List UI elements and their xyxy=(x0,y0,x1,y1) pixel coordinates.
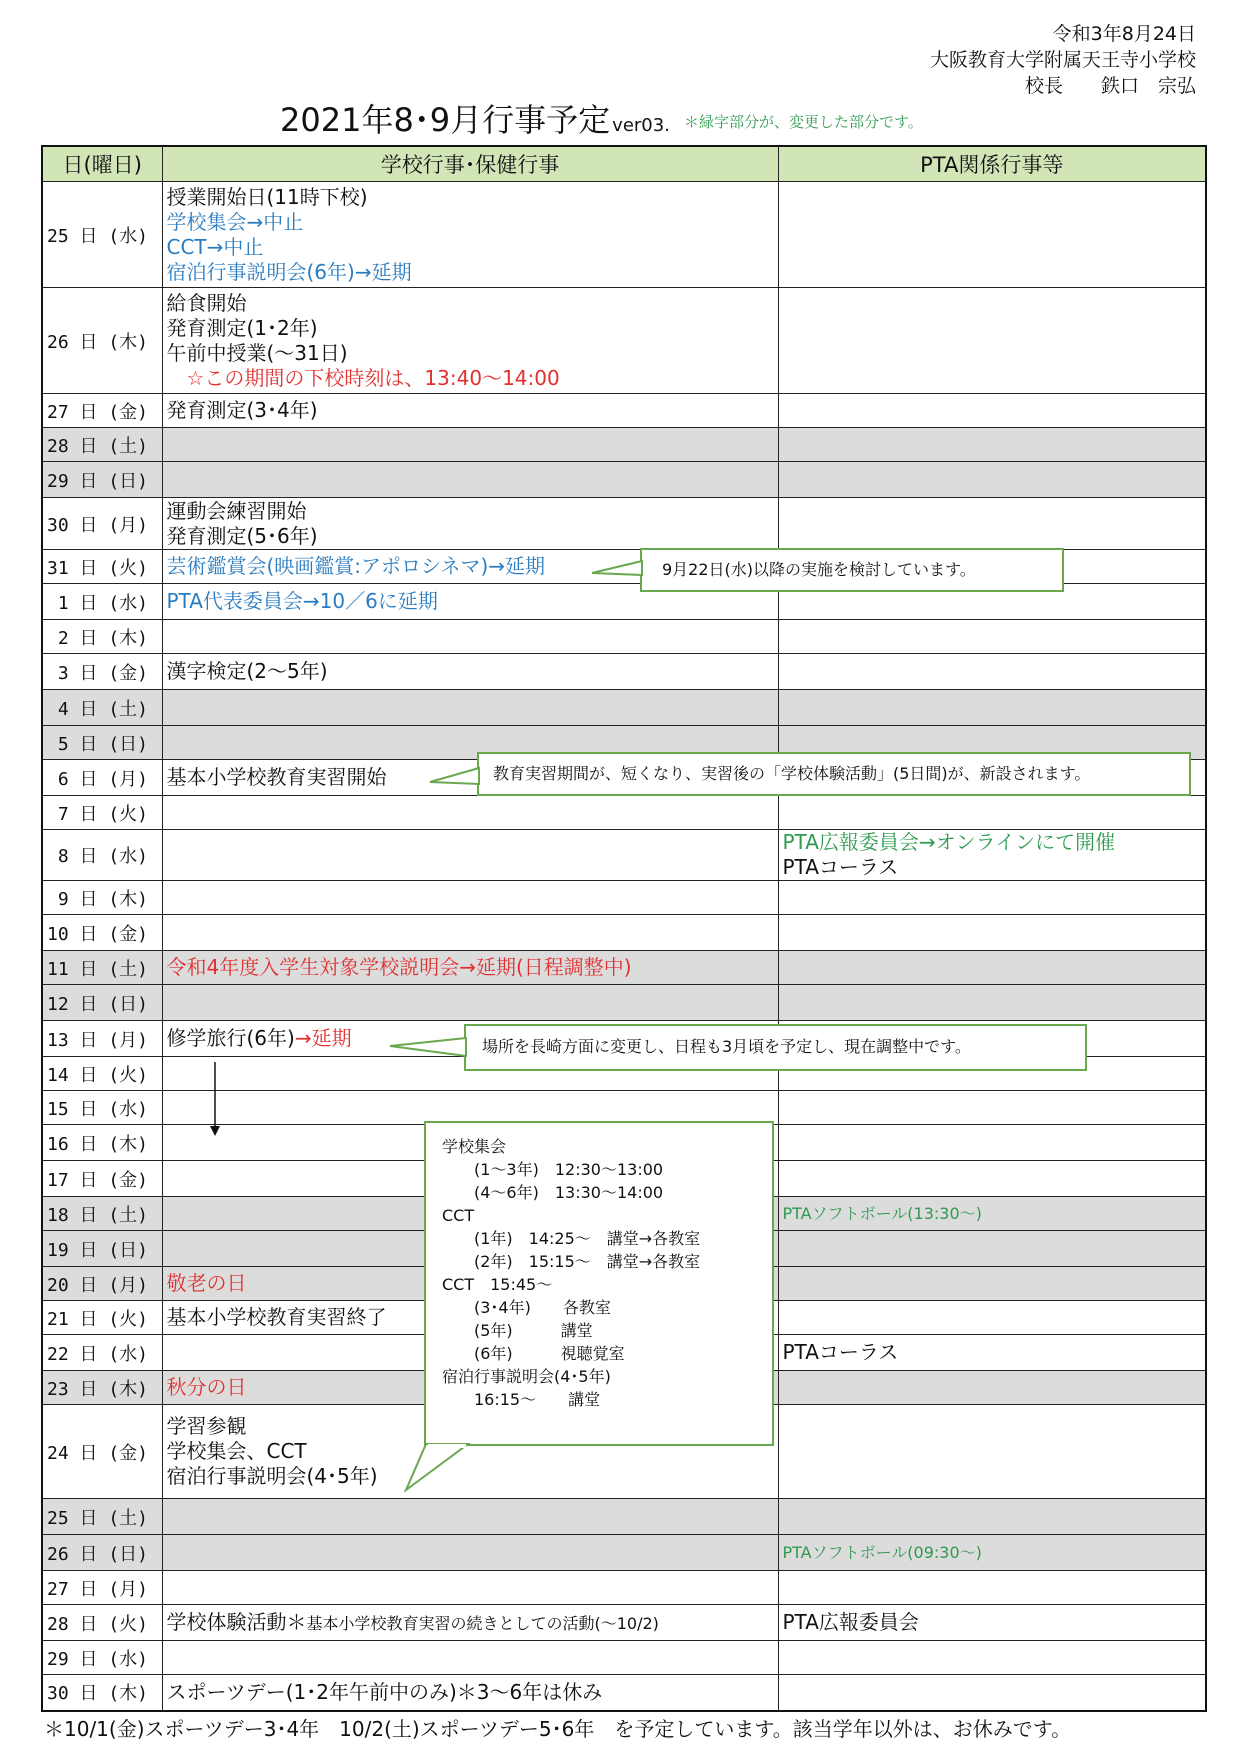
day-cell: 28 日 (土) xyxy=(42,428,162,462)
callout-line: CCT xyxy=(442,1206,475,1225)
table-row xyxy=(42,498,1206,550)
callout-line: CCT 15:45～ xyxy=(442,1275,553,1294)
callout-pointer xyxy=(404,1436,514,1496)
pta-event-cell xyxy=(778,985,1206,1021)
callout-pointer xyxy=(428,764,484,790)
school-event-line xyxy=(167,210,774,235)
school-event-cell xyxy=(162,288,778,394)
pta-event-cell xyxy=(778,1605,1206,1641)
principal-name: 校長 鉄口 宗弘 xyxy=(1024,75,1196,97)
callout-teaching-practice xyxy=(477,752,1191,796)
school-event-cell xyxy=(162,796,778,830)
pta-event-line xyxy=(783,855,1202,880)
school-event-text: 漢字検定(2～5年) xyxy=(166,659,328,683)
table-row xyxy=(42,1641,1206,1675)
day-cell: 20 日 (月) xyxy=(42,1267,162,1301)
day-cell: 30 日 (木) xyxy=(42,1675,162,1711)
pta-event-cell xyxy=(778,881,1206,915)
callout-school-trip xyxy=(464,1024,1087,1071)
footer-note: ＊10/1(金)スポーツデー3･4年 10/2(土)スポーツデー5･6年 を予定しています。該当学年以外は、お休みです。 xyxy=(44,1717,1072,1741)
pta-event-text: PTAコーラス xyxy=(782,855,899,879)
school-event-cell xyxy=(162,951,778,985)
table-row xyxy=(42,654,1206,690)
school-event-text: 宿泊行事説明会(4･5年) xyxy=(166,1464,378,1488)
school-event-cell xyxy=(162,428,778,462)
school-name: 大阪教育大学附属天王寺小学校 xyxy=(929,49,1196,71)
header-day: 日(曜日) xyxy=(42,146,162,182)
school-event-suffix: →延期 xyxy=(294,1026,352,1050)
school-event-text: 給食開始 xyxy=(166,290,247,315)
day-cell: 8 日 (水) xyxy=(42,830,162,881)
pta-event-cell xyxy=(778,951,1206,985)
callout-line: 16:15～ 講堂 xyxy=(442,1390,601,1409)
day-cell: 4 日 (土) xyxy=(42,690,162,726)
school-event-cell xyxy=(162,1571,778,1605)
school-event-text: 学校集会、CCT xyxy=(166,1439,307,1463)
table-row xyxy=(42,288,1206,394)
callout-line: (1年) 14:25～ 講堂→各教室 xyxy=(442,1229,701,1248)
table-row xyxy=(42,951,1206,985)
day-cell: 29 日 (日) xyxy=(42,462,162,498)
day-cell: 21 日 (火) xyxy=(42,1301,162,1335)
table-row xyxy=(42,1605,1206,1641)
school-event-cell xyxy=(162,915,778,951)
school-event-cell xyxy=(162,1499,778,1535)
pta-event-cell xyxy=(778,288,1206,394)
school-event-cell xyxy=(162,690,778,726)
pta-event-cell xyxy=(778,620,1206,654)
table-row xyxy=(42,881,1206,915)
pta-event-cell xyxy=(778,394,1206,428)
callout-line: (6年) 視聴覚室 xyxy=(442,1344,625,1363)
day-cell: 2 日 (木) xyxy=(42,620,162,654)
pta-event-cell xyxy=(778,1231,1206,1267)
callout-assembly-schedule xyxy=(424,1121,774,1446)
callout-text: 教育実習期間が、短くなり、実習後の「学校体験活動」(5日間)が、新設されます。 xyxy=(493,764,1091,783)
table-row xyxy=(42,462,1206,498)
table-row xyxy=(42,796,1206,830)
school-event-line xyxy=(167,366,774,391)
schedule-table xyxy=(41,145,1207,1712)
school-event-cell xyxy=(162,985,778,1021)
pta-event-cell xyxy=(778,830,1206,881)
pta-event-text: PTA広報委員会 xyxy=(782,1610,919,1634)
school-event-text: 基本小学校教育実習開始 xyxy=(166,765,387,789)
school-event-text: 宿泊行事説明会(6年)→延期 xyxy=(166,259,412,284)
school-event-line xyxy=(167,235,774,260)
school-event-text: ☆この期間の下校時刻は、13:40～14:00 xyxy=(166,365,560,390)
school-event-cell xyxy=(162,394,778,428)
school-event-text: 発育測定(1･2年) xyxy=(166,315,318,340)
school-event-line xyxy=(167,955,774,980)
school-event-text: 発育測定(5･6年) xyxy=(166,523,318,548)
school-event-cell xyxy=(162,462,778,498)
callout-pointer xyxy=(590,560,650,580)
school-event-line xyxy=(167,499,774,524)
table-row xyxy=(42,1535,1206,1571)
arrow-down-icon xyxy=(205,1062,225,1138)
school-event-text: 令和4年度入学生対象学校説明会→延期(日程調整中) xyxy=(166,955,632,979)
pta-event-line xyxy=(783,1340,1202,1365)
table-row xyxy=(42,830,1206,881)
day-cell: 15 日 (水) xyxy=(42,1091,162,1125)
pta-event-cell xyxy=(778,1267,1206,1301)
callout-line: 宿泊行事説明会(4･5年) xyxy=(442,1367,611,1386)
pta-event-cell xyxy=(778,428,1206,462)
day-cell: 31 日 (火) xyxy=(42,550,162,584)
day-cell: 7 日 (火) xyxy=(42,796,162,830)
header-school-events: 学校行事･保健行事 xyxy=(162,146,778,182)
day-cell: 22 日 (水) xyxy=(42,1335,162,1371)
day-cell: 18 日 (土) xyxy=(42,1197,162,1231)
callout-line: (4～6年) 13:30～14:00 xyxy=(442,1183,664,1202)
pta-event-text: PTA広報委員会→オンラインにて開催 xyxy=(782,830,1116,854)
callout-lines xyxy=(442,1135,772,1411)
school-event-text: PTA代表委員会→10／6に延期 xyxy=(166,589,438,613)
pta-event-cell xyxy=(778,654,1206,690)
pta-event-cell xyxy=(778,796,1206,830)
day-cell: 9 日 (木) xyxy=(42,881,162,915)
school-event-text: 午前中授業(～31日) xyxy=(166,340,348,365)
day-cell: 30 日 (月) xyxy=(42,498,162,550)
pta-event-cell xyxy=(778,1335,1206,1371)
school-event-line xyxy=(167,1610,774,1636)
school-event-line xyxy=(167,316,774,341)
school-event-suffix: 基本小学校教育実習の続きとしての活動(～10/2) xyxy=(306,1613,659,1633)
school-event-cell xyxy=(162,830,778,881)
callout-text: 9月22日(水)以降の実施を検討しています。 xyxy=(662,560,976,579)
school-event-text: スポーツデー(1･2年午前中のみ)＊3～6年は休み xyxy=(166,1679,603,1704)
day-cell: 16 日 (木) xyxy=(42,1125,162,1161)
callout-art-appreciation xyxy=(640,548,1064,592)
day-cell: 28 日 (火) xyxy=(42,1605,162,1641)
schedule-body xyxy=(42,182,1206,1711)
day-cell: 11 日 (土) xyxy=(42,951,162,985)
pta-event-cell xyxy=(778,498,1206,550)
day-cell: 23 日 (木) xyxy=(42,1371,162,1405)
table-row xyxy=(42,1675,1206,1711)
day-cell: 10 日 (金) xyxy=(42,915,162,951)
pta-event-cell xyxy=(778,1405,1206,1499)
school-event-text: 秋分の日 xyxy=(166,1375,247,1399)
title-note: ＊緑字部分が、変更した部分です。 xyxy=(683,113,923,131)
table-row xyxy=(42,1571,1206,1605)
day-cell: 24 日 (金) xyxy=(42,1405,162,1499)
day-cell: 25 日 (水) xyxy=(42,182,162,288)
page-title xyxy=(280,100,923,146)
table-row xyxy=(42,428,1206,462)
pta-event-cell xyxy=(778,1301,1206,1335)
school-event-text: CCT→中止 xyxy=(166,234,264,259)
pta-event-cell xyxy=(778,1091,1206,1125)
callout-line: (5年) 講堂 xyxy=(442,1321,593,1340)
callout-line: (3･4年) 各教室 xyxy=(442,1298,611,1317)
school-event-text: 授業開始日(11時下校) xyxy=(166,184,368,209)
school-event-cell xyxy=(162,654,778,690)
callout-pointer xyxy=(386,1036,470,1062)
day-cell: 6 日 (月) xyxy=(42,760,162,796)
day-cell: 13 日 (月) xyxy=(42,1021,162,1057)
header-pta-events: PTA関係行事等 xyxy=(778,146,1206,182)
pta-event-cell xyxy=(778,1371,1206,1405)
pta-event-line xyxy=(783,1201,1202,1226)
table-row xyxy=(42,394,1206,428)
school-event-text: 学校集会→中止 xyxy=(166,209,304,234)
school-event-cell xyxy=(162,1535,778,1571)
school-event-cell xyxy=(162,1675,778,1711)
pta-event-line xyxy=(783,830,1202,855)
callout-line: (2年) 15:15～ 講堂→各教室 xyxy=(442,1252,701,1271)
school-event-text: 運動会練習開始 xyxy=(166,498,307,523)
schedule-header-row xyxy=(42,146,1206,182)
pta-event-cell xyxy=(778,1161,1206,1197)
callout-line: 学校集会 xyxy=(442,1137,507,1156)
school-event-line xyxy=(167,659,774,684)
day-cell: 5 日 (日) xyxy=(42,726,162,760)
school-event-line xyxy=(167,398,774,423)
day-cell: 12 日 (日) xyxy=(42,985,162,1021)
day-cell: 27 日 (月) xyxy=(42,1571,162,1605)
title-main: 2021年8･9月行事予定 xyxy=(280,101,611,139)
pta-event-text: PTAソフトボール(13:30～) xyxy=(782,1204,982,1223)
school-event-cell xyxy=(162,498,778,550)
pta-event-cell xyxy=(778,462,1206,498)
pta-event-cell xyxy=(778,1571,1206,1605)
day-cell: 3 日 (金) xyxy=(42,654,162,690)
school-event-line xyxy=(167,524,774,549)
table-row xyxy=(42,620,1206,654)
school-event-text: 基本小学校教育実習終了 xyxy=(166,1305,387,1329)
school-event-cell xyxy=(162,1641,778,1675)
school-event-text: 敬老の日 xyxy=(166,1271,247,1295)
school-event-line xyxy=(167,589,774,614)
day-cell: 1 日 (水) xyxy=(42,584,162,620)
pta-event-cell xyxy=(778,1499,1206,1535)
day-cell: 26 日 (木) xyxy=(42,288,162,394)
pta-event-cell xyxy=(778,1125,1206,1161)
pta-event-cell xyxy=(778,182,1206,288)
pta-event-text: PTAソフトボール(09:30～) xyxy=(782,1543,982,1562)
callout-line: (1～3年) 12:30～13:00 xyxy=(442,1160,664,1179)
school-event-cell xyxy=(162,620,778,654)
school-event-text: 学習参観 xyxy=(166,1414,247,1438)
school-event-cell xyxy=(162,1605,778,1641)
document-date: 令和3年8月24日 xyxy=(1052,23,1196,45)
school-event-text: 修学旅行(6年) xyxy=(166,1026,295,1050)
school-event-cell xyxy=(162,881,778,915)
pta-event-cell xyxy=(778,1535,1206,1571)
day-cell: 27 日 (金) xyxy=(42,394,162,428)
day-cell: 14 日 (火) xyxy=(42,1057,162,1091)
day-cell: 19 日 (日) xyxy=(42,1231,162,1267)
pta-event-text: PTAコーラス xyxy=(782,1340,899,1364)
school-event-text: 発育測定(3･4年) xyxy=(166,398,318,422)
pta-event-line xyxy=(783,1610,1202,1635)
school-event-cell xyxy=(162,1091,778,1125)
day-cell: 29 日 (水) xyxy=(42,1641,162,1675)
pta-event-cell xyxy=(778,1197,1206,1231)
table-row xyxy=(42,1499,1206,1535)
pta-event-line xyxy=(783,1540,1202,1565)
school-event-line xyxy=(167,185,774,210)
school-event-line xyxy=(167,260,774,285)
school-event-cell xyxy=(162,182,778,288)
pta-event-cell xyxy=(778,915,1206,951)
table-row xyxy=(42,915,1206,951)
school-event-line xyxy=(167,341,774,366)
day-cell: 26 日 (日) xyxy=(42,1535,162,1571)
school-event-text: 芸術鑑賞会(映画鑑賞:アポロシネマ)→延期 xyxy=(166,554,546,578)
school-event-line xyxy=(167,291,774,316)
title-version: ver03. xyxy=(612,115,670,136)
callout-text: 場所を長崎方面に変更し、日程も3月頃を予定し、現在調整中です。 xyxy=(482,1037,971,1056)
table-row xyxy=(42,182,1206,288)
school-event-line xyxy=(167,1680,774,1705)
pta-event-cell xyxy=(778,1675,1206,1711)
table-row xyxy=(42,690,1206,726)
day-cell: 25 日 (土) xyxy=(42,1499,162,1535)
pta-event-cell xyxy=(778,690,1206,726)
pta-event-cell xyxy=(778,1641,1206,1675)
day-cell: 17 日 (金) xyxy=(42,1161,162,1197)
table-row xyxy=(42,985,1206,1021)
school-event-text: 学校体験活動＊ xyxy=(166,1609,307,1634)
